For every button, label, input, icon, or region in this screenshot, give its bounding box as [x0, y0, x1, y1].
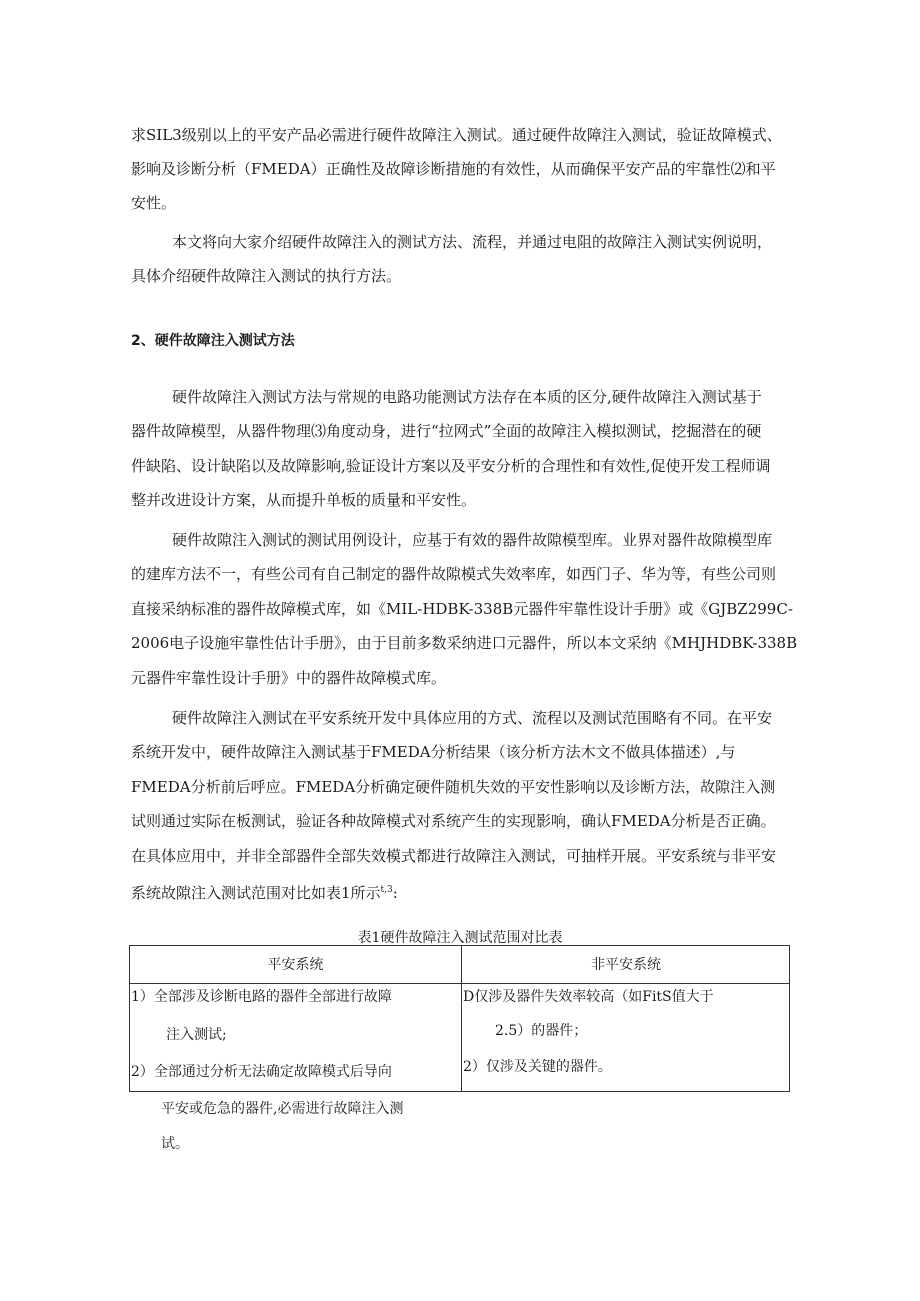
table-cell-line: D仅涉及器件失效率较高（如FitS值大于	[463, 989, 714, 1005]
table-cell-line: 注入测试;	[166, 1027, 227, 1043]
text-line: 求SIL3级别以上的平安产品必需进行硬件故障注入测试。通过硬件故障注入测试，验证故障模式、	[131, 126, 782, 144]
text-line: 元器件牢靠性设计手册》中的器件故障模式库。	[131, 669, 447, 687]
text-line: 硬件故障注入测试在平安系统开发中具体应用的方式、流程以及测试范围略有不同。在平安	[172, 709, 773, 727]
table-cell-line: 2）仅涉及关键的器件。	[463, 1059, 612, 1075]
text-line	[131, 880, 398, 903]
text-line: 本文将向大家介绍硬件故障注入的测试方法、流程，并通过电阻的故障注入测试实例说明，	[172, 233, 773, 251]
text-line: 具体介绍硬件故障注入测试的执行方法。	[131, 267, 402, 285]
table-cell-line: 2.5）的器件；	[495, 1023, 588, 1039]
text-line: 系统开发中，硬件故障注入测试基于FMEDA分析结果（该分析方法木文不做具体描述）,与	[131, 743, 736, 761]
text-line: 硬件故障注入测试方法与常规的电路功能测试方法存在本质的区分,硬件故障注入测试基于	[172, 388, 762, 406]
text-line: 整并改进设计方案，从而提升单板的质量和平安性。	[131, 491, 477, 509]
text-line: 2006电子设施牢靠性估计手册》，由于目前多数采纳进口元器件，所以本文采纳《MHJHDBK-338B	[131, 634, 798, 652]
text-line: 直接采纳标准的器件故障模式库，如《MIL-HDBK-338B元器件牢靠性设计手册》或《GJBZ299C-	[131, 600, 793, 618]
text-line: 在具体应用中，并非全部器件全部失效模式都进行故障注入测试，可抽样开展。平安系统与非平安	[131, 847, 777, 865]
text-line: 器件故障模型，从器件物理⑶角度动身，进行“拉网式”全面的故障注入模拟测试，挖掘潜在的硬	[131, 422, 762, 440]
text-line-main: 系统故隙注入测试范围对比如表1所示	[131, 884, 381, 902]
table-header-safety: 平安系统	[267, 957, 324, 973]
text-line: FMEDA分析前后呼应。FMEDA分析确定硬件随机失效的平安性影响以及诊断方法，故隙注入测	[131, 778, 776, 796]
text-line: 影响及诊断分析（FMEDA）正确性及故障诊断措施的有效性，从而确保平安产品的牢靠性⑵和平	[131, 160, 776, 178]
text-line: 试则通过实际在板测试，验证各种故障模式对系统产生的实现影响，确认FMEDA分析是否正确。	[131, 812, 776, 830]
comparison-table	[129, 945, 790, 1092]
reference-mark: t,3	[380, 885, 393, 895]
table-overflow-line: 平安或危急的器件,必需进行故障注入测	[161, 1101, 404, 1117]
text-line: 硬件故隙注入测试的测试用例设计，应基于有效的器件故隙模型库。业界对器件故隙模型库	[172, 531, 773, 549]
table-cell-line: 2）全部通过分析无法确定故障模式后导向	[131, 1064, 392, 1080]
table-header-non-safety: 非平安系统	[591, 957, 661, 973]
table-row-divider	[130, 983, 789, 984]
text-line-tail: :	[392, 884, 398, 902]
table-caption: 表1硬件故障注入测试范围对比表	[357, 930, 563, 946]
text-line: 安性。	[131, 194, 177, 212]
text-line: 的建库方法不一，有些公司有自己制定的器件故隙模式失效率库，如西门子、华为等，有些公司则	[131, 565, 777, 583]
table-overflow-line: 试。	[161, 1136, 189, 1152]
text-line: 件缺陷、设计缺陷以及故障影响,验证设计方案以及平安分析的合理性和有效性,促使开发工程师调	[131, 457, 771, 475]
table-cell-line: 1）全部涉及诊断电路的器件全部进行故障	[131, 989, 392, 1005]
section-heading: 2、硬件故障注入测试方法	[131, 333, 295, 349]
